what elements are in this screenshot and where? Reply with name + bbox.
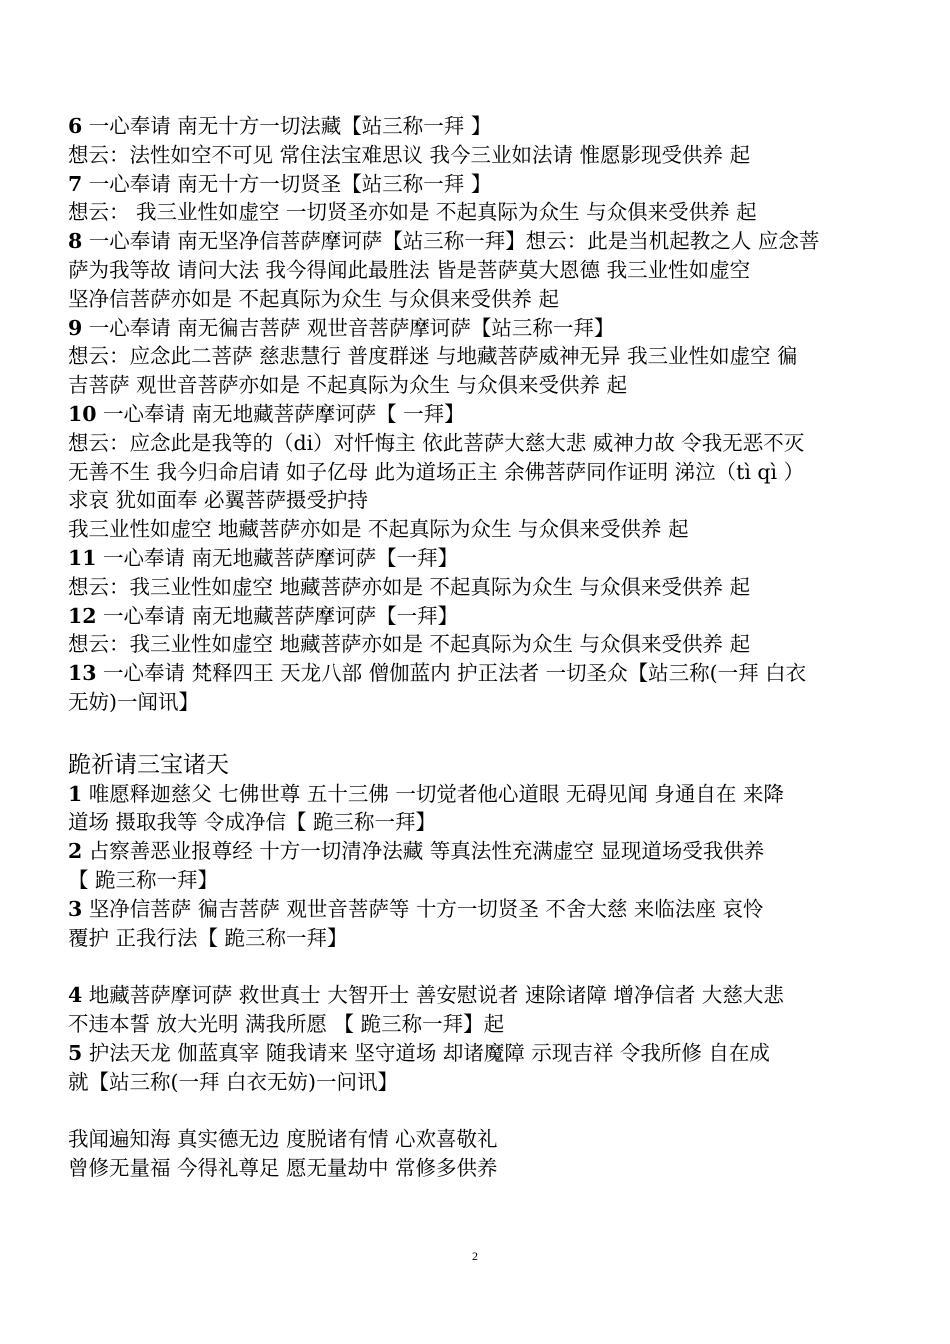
- item-number: 3: [68, 896, 83, 921]
- prayer-item: [68, 837, 888, 895]
- line-text: 吉菩萨 观世音菩萨亦如是 不起真际为众生 与众俱来受供养 起: [68, 373, 628, 398]
- line-text: 一心奉请 南无地藏菩萨摩诃萨【一拜】: [96, 603, 459, 628]
- line-text: 一心奉请 梵释四王 天龙八部 僧伽蓝内 护正法者 一切圣众【站三称(一拜 白衣: [96, 661, 807, 686]
- invocation-item: [68, 400, 888, 544]
- item-number: 12: [68, 603, 97, 628]
- line-text: 【 跪三称一拜】: [68, 867, 219, 892]
- invocation-line: [68, 429, 888, 458]
- invocation-line: [68, 112, 888, 141]
- line-text: 想云： 我三业性如虚空 一切贤圣亦如是 不起真际为众生 与众俱来受供养 起: [68, 200, 757, 225]
- line-text: 想云：我三业性如虚空 地藏菩萨亦如是 不起真际为众生 与众俱来受供养 起: [68, 632, 751, 657]
- line-text: 占察善恶业报尊经 十方一切清净法藏 等真法性充满虚空 显现道场受我供养: [82, 839, 765, 864]
- line-text: 一心奉请 南无地藏菩萨摩诃萨【一拜】: [96, 545, 459, 570]
- prayer-line: [68, 780, 888, 809]
- prayer-item: [68, 1039, 888, 1097]
- line-text: 想云：应念此是我等的（di）对忏悔主 依此菩萨大慈大悲 威神力故 令我无恶不灭: [68, 430, 805, 455]
- line-text: 一心奉请 南无十方一切贤圣【站三称一拜 】: [82, 171, 492, 196]
- line-text: 想云：我三业性如虚空 地藏菩萨亦如是 不起真际为众生 与众俱来受供养 起: [68, 574, 751, 599]
- invocation-line: [68, 458, 888, 487]
- line-text: 想云：法性如空不可见 常住法宝难思议 我今三业如法请 惟愿影现受供养 起: [68, 142, 751, 167]
- invocation-item: [68, 314, 888, 400]
- item-number: 9: [68, 315, 83, 340]
- prayer-item: [68, 780, 888, 838]
- line-text: 护法天龙 伽蓝真宰 随我请来 坚守道场 却诸魔障 示现吉祥 令我所修 自在成: [82, 1040, 770, 1065]
- prayer-line: [68, 924, 888, 953]
- line-text: 萨为我等故 请问大法 我今得闻此最胜法 皆是菩萨莫大恩德 我三业性如虚空: [68, 257, 751, 282]
- line-text: 一心奉请 南无徧吉菩萨 观世音菩萨摩诃萨【站三称一拜】: [82, 315, 615, 340]
- line-text: 坚净信菩萨亦如是 不起真际为众生 与众俱来受供养 起: [68, 286, 560, 311]
- line-text: 坚净信菩萨 徧吉菩萨 观世音菩萨等 十方一切贤圣 不舍大慈 来临法座 哀怜: [82, 896, 764, 921]
- prayer-line: [68, 808, 888, 837]
- invocation-line: [68, 630, 888, 659]
- invocation-line: [68, 573, 888, 602]
- line-text: 一心奉请 南无坚净信菩萨摩诃萨【站三称一拜】想云：此是当机起教之人 应念菩: [82, 229, 820, 254]
- prayer-list: [68, 780, 888, 1126]
- spacer: [68, 717, 888, 746]
- prayer-line: [68, 1039, 888, 1068]
- line-text: 就【站三称(一拜 白衣无妨)一问讯】: [68, 1069, 399, 1094]
- invocation-line: [68, 285, 888, 314]
- invocation-line: [68, 256, 888, 285]
- item-number: 1: [68, 781, 83, 806]
- line-text: 一心奉请 南无地藏菩萨摩诃萨【 一拜】: [96, 401, 465, 426]
- line-text: 我三业性如虚空 地藏菩萨亦如是 不起真际为众生 与众俱来受供养 起: [68, 517, 689, 542]
- invocation-line: [68, 659, 888, 688]
- item-number: 5: [68, 1040, 83, 1065]
- page-content: [68, 112, 888, 1183]
- invocation-item: [68, 659, 888, 717]
- invocation-line: [68, 342, 888, 371]
- item-number: 7: [68, 171, 83, 196]
- invocation-item: [68, 544, 888, 602]
- verse-line: 我闻遍知海 真实德无边 度脱诸有情 心欢喜敬礼: [68, 1127, 498, 1152]
- prayer-item: [68, 981, 888, 1039]
- verse-line: 曾修无量福 今得礼尊足 愿无量劫中 常修多供养: [68, 1155, 498, 1180]
- invocation-line: [68, 371, 888, 400]
- invocation-line: [68, 688, 888, 717]
- invocation-line: [68, 227, 888, 256]
- spacer: [68, 952, 888, 981]
- item-number: 4: [68, 983, 83, 1008]
- prayer-line: [68, 981, 888, 1010]
- prayer-line: [68, 1010, 888, 1039]
- prayer-line: [68, 895, 888, 924]
- item-number: 8: [68, 229, 83, 254]
- invocation-line: [68, 602, 888, 631]
- line-text: 唯愿释迦慈父 七佛世尊 五十三佛 一切觉者他心道眼 无碍见闻 身通自在 来降: [82, 781, 784, 806]
- invocation-item: [68, 112, 888, 170]
- line-text: 一心奉请 南无十方一切法藏【站三称一拜 】: [82, 114, 492, 138]
- verse-block: [68, 1125, 888, 1183]
- prayer-item: [68, 895, 888, 953]
- line-text: 无善不生 我今归命启请 如子亿母 此为道场正主 余佛菩萨同作证明 涕泣（tì qì ）: [68, 459, 805, 484]
- item-number: 10: [68, 401, 97, 426]
- invocation-line: [68, 400, 888, 429]
- line-text: 无妨)一闻讯】: [68, 689, 199, 714]
- item-number: 6: [68, 114, 83, 138]
- invocation-list: [68, 112, 888, 717]
- line-text: 求哀 犹如面奉 必翼菩萨摄受护持: [68, 488, 369, 513]
- prayer-line: [68, 866, 888, 895]
- invocation-line: [68, 198, 888, 227]
- spacer: [68, 1096, 888, 1125]
- invocation-line: [68, 141, 888, 170]
- invocation-item: [68, 602, 888, 660]
- invocation-line: [68, 170, 888, 199]
- invocation-line: [68, 515, 888, 544]
- section-title: 跪祈请三宝诸天: [68, 751, 229, 778]
- invocation-item: [68, 170, 888, 228]
- prayer-line: [68, 837, 888, 866]
- page-number: 2: [472, 1249, 478, 1263]
- item-number: 11: [68, 545, 97, 570]
- invocation-line: [68, 544, 888, 573]
- line-text: 想云：应念此二菩萨 慈悲慧行 普度群迷 与地藏菩萨威神无异 我三业性如虚空 徧: [68, 344, 798, 369]
- invocation-line: [68, 314, 888, 343]
- item-number: 13: [68, 661, 97, 686]
- prayer-line: [68, 1068, 888, 1097]
- item-number: 2: [68, 839, 83, 864]
- line-text: 覆护 正我行法【 跪三称一拜】: [68, 925, 348, 950]
- line-text: 不违本誓 放大光明 满我所愿 【 跪三称一拜】起: [68, 1011, 505, 1036]
- invocation-line: [68, 486, 888, 515]
- line-text: 道场 摄取我等 令成净信【 跪三称一拜】: [68, 810, 437, 835]
- line-text: 地藏菩萨摩诃萨 救世真士 大智开士 善安慰说者 速除诸障 增净信者 大慈大悲: [82, 983, 784, 1008]
- invocation-item: [68, 227, 888, 313]
